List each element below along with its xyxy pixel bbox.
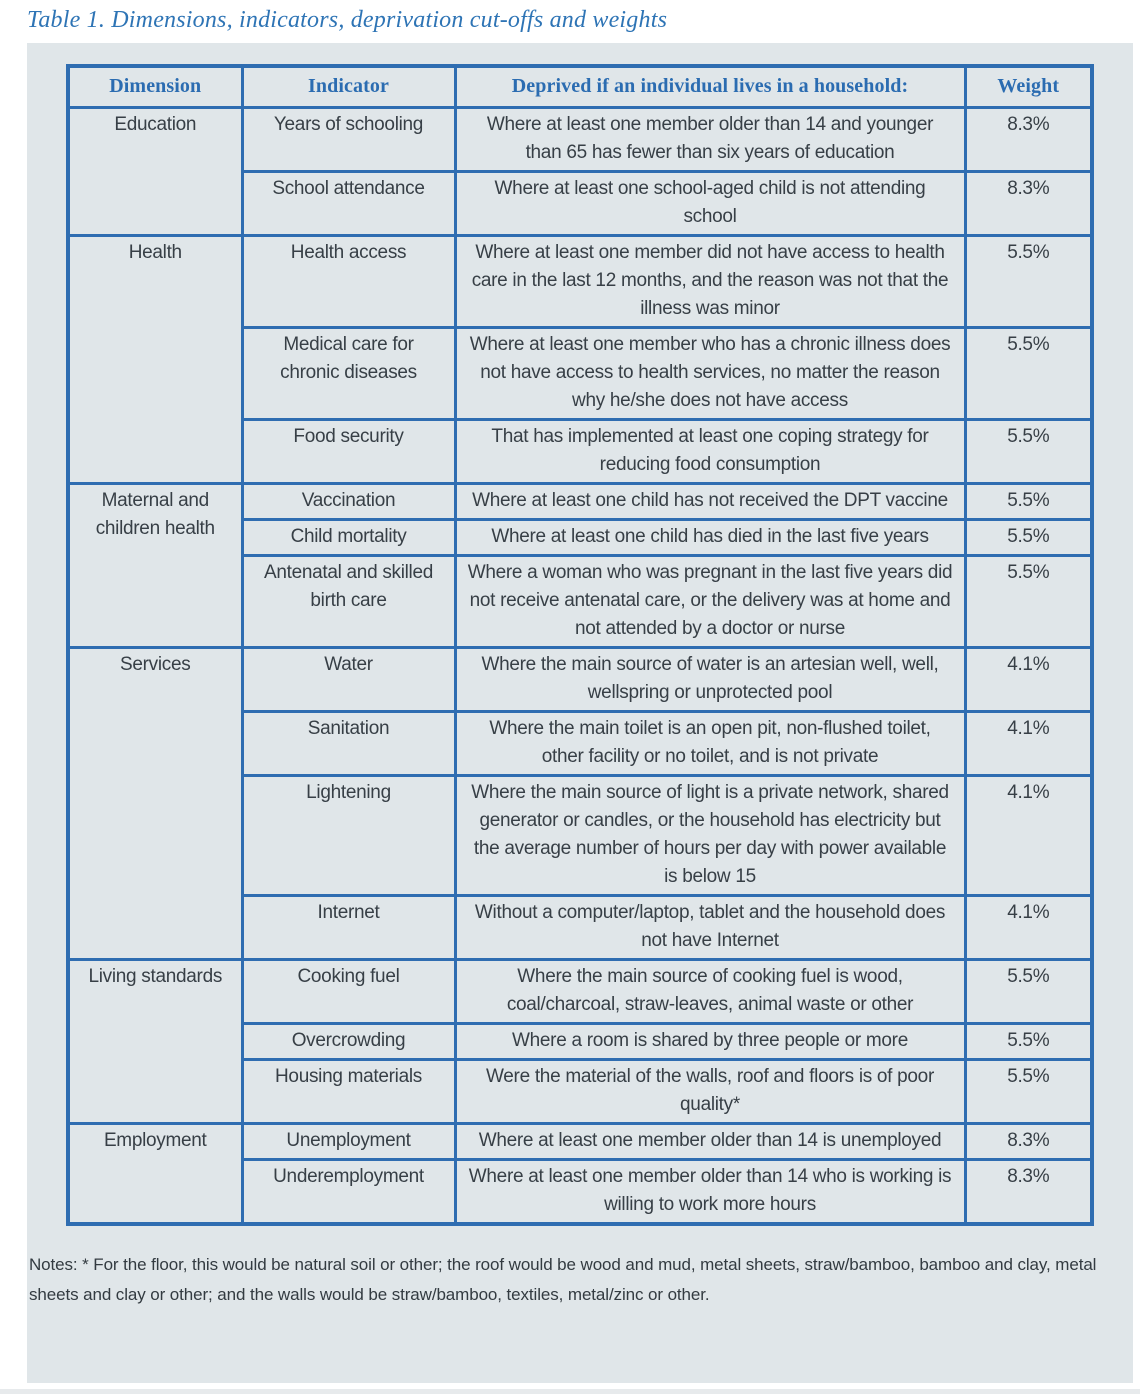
indicator-cell: Medical care for chronic diseases — [242, 328, 455, 420]
cutoff-cell: Where the main source of water is an artesian well, well, wellspring or unprotected pool — [455, 648, 965, 712]
cutoff-cell: Where at least one school-aged child is not attending school — [455, 172, 965, 236]
weight-cell: 5.5% — [965, 1024, 1092, 1060]
indicator-cell: Unemployment — [242, 1124, 455, 1160]
cutoff-cell: Where a woman who was pregnant in the last five years did not receive antenatal care, or the delivery was at home and not attended by a doctor or nurse — [455, 556, 965, 648]
cutoff-cell: Were the material of the walls, roof and floors is of poor quality* — [455, 1060, 965, 1124]
weight-cell: 8.3% — [965, 108, 1092, 172]
weight-cell: 5.5% — [965, 420, 1092, 484]
dimension-cell: Maternal and children health — [68, 484, 242, 648]
header-row — [68, 66, 1092, 108]
indicator-cell: School attendance — [242, 172, 455, 236]
weight-cell: 8.3% — [965, 1124, 1092, 1160]
table-row — [68, 960, 1092, 1024]
dimension-cell: Living standards — [68, 960, 242, 1124]
indicator-cell: Food security — [242, 420, 455, 484]
weight-cell: 8.3% — [965, 172, 1092, 236]
table-body — [68, 108, 1092, 1225]
table-row — [68, 484, 1092, 520]
cutoff-cell: Where at least one child has not received the DPT vaccine — [455, 484, 965, 520]
dimension-cell: Health — [68, 236, 242, 484]
cutoff-cell: Where the main source of cooking fuel is wood, coal/charcoal, straw-leaves, animal waste or other — [455, 960, 965, 1024]
indicator-cell: Overcrowding — [242, 1024, 455, 1060]
indicator-cell: Water — [242, 648, 455, 712]
cutoff-cell: That has implemented at least one coping strategy for reducing food consumption — [455, 420, 965, 484]
table-row — [68, 1124, 1092, 1160]
weight-cell: 8.3% — [965, 1160, 1092, 1225]
indicator-cell: Sanitation — [242, 712, 455, 776]
weight-cell: 5.5% — [965, 484, 1092, 520]
indicator-cell: Housing materials — [242, 1060, 455, 1124]
cutoff-cell: Where at least one member did not have access to health care in the last 12 months, and the reason was not that the illness was minor — [455, 236, 965, 328]
indicator-cell: Child mortality — [242, 520, 455, 556]
indicator-cell: Health access — [242, 236, 455, 328]
cutoff-cell: Without a computer/laptop, tablet and the household does not have Internet — [455, 896, 965, 960]
table-title: Table 1. Dimensions, indicators, deprivation cut-offs and weights — [27, 7, 668, 33]
table-header — [68, 66, 1092, 108]
cutoff-cell: Where the main toilet is an open pit, non-flushed toilet, other facility or no toilet, and is not private — [455, 712, 965, 776]
table-panel — [27, 43, 1133, 1383]
indicator-cell: Years of schooling — [242, 108, 455, 172]
indicator-cell: Internet — [242, 896, 455, 960]
cutoff-cell: Where at least one member older than 14 and younger than 65 has fewer than six years of education — [455, 108, 965, 172]
dimension-cell: Services — [68, 648, 242, 960]
dimensions-table — [66, 64, 1094, 1226]
indicator-cell: Cooking fuel — [242, 960, 455, 1024]
weight-cell: 4.1% — [965, 712, 1092, 776]
indicator-cell: Antenatal and skilled birth care — [242, 556, 455, 648]
table-notes: Notes: * For the floor, this would be natural soil or other; the roof would be wood and mud, metal sheets, straw/bamboo, bamboo and clay, metal sheets and clay or other; and the walls would be straw/bamboo, textiles, metal/zinc or other. — [29, 1255, 1097, 1304]
cutoff-cell: Where a room is shared by three people or more — [455, 1024, 965, 1060]
indicator-cell: Lightening — [242, 776, 455, 896]
column-header-cutoff: Deprived if an individual lives in a household: — [455, 66, 965, 108]
weight-cell: 5.5% — [965, 556, 1092, 648]
weight-cell: 5.5% — [965, 236, 1092, 328]
indicator-cell: Underemployment — [242, 1160, 455, 1225]
column-header-weight: Weight — [965, 66, 1092, 108]
cutoff-cell: Where at least one child has died in the last five years — [455, 520, 965, 556]
weight-cell: 5.5% — [965, 960, 1092, 1024]
bottom-page-strip — [0, 1389, 1140, 1394]
cutoff-cell: Where the main source of light is a private network, shared generator or candles, or the household has electricity but the average number of hours per day with power available is below 15 — [455, 776, 965, 896]
table-row — [68, 108, 1092, 172]
column-header-dimension: Dimension — [68, 66, 242, 108]
column-header-indicator: Indicator — [242, 66, 455, 108]
table-row — [68, 648, 1092, 712]
table-row — [68, 236, 1092, 328]
weight-cell: 5.5% — [965, 328, 1092, 420]
cutoff-cell: Where at least one member who has a chronic illness does not have access to health services, no matter the reason why he/she does not have access — [455, 328, 965, 420]
weight-cell: 4.1% — [965, 896, 1092, 960]
dimension-cell: Education — [68, 108, 242, 236]
weight-cell: 4.1% — [965, 648, 1092, 712]
cutoff-cell: Where at least one member older than 14 is unemployed — [455, 1124, 965, 1160]
cutoff-cell: Where at least one member older than 14 who is working is willing to work more hours — [455, 1160, 965, 1225]
weight-cell: 4.1% — [965, 776, 1092, 896]
indicator-cell: Vaccination — [242, 484, 455, 520]
weight-cell: 5.5% — [965, 1060, 1092, 1124]
weight-cell: 5.5% — [965, 520, 1092, 556]
dimension-cell: Employment — [68, 1124, 242, 1225]
